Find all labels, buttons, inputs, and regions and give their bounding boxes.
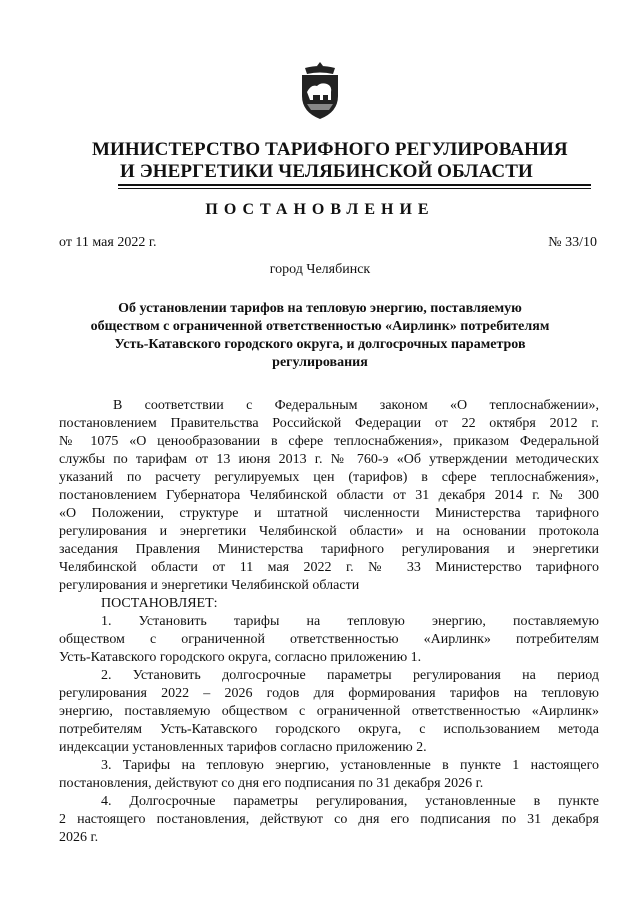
body-line: постановлением Правительства Российской Федерации от 22 октября 2012 г. — [59, 416, 599, 431]
body-line: указаний по расчету регулируемых цен (тарифов) в сфере теплоснабжения», — [59, 470, 599, 485]
body-line: постановлением Губернатора Челябинской области от 31 декабря 2014 г. № 300 — [59, 488, 599, 503]
body-line: № 1075 «О ценообразовании в сфере теплоснабжения», приказом Федеральной — [59, 434, 599, 449]
body-line: обществом с ограниченной ответственностью «Аирлинк» потребителям — [59, 632, 599, 647]
body-line: 2 настоящего постановления, действуют со дня его подписания по 31 декабря — [59, 812, 599, 827]
heading-line: Об установлении тарифов на тепловую энергию, поставляемую — [118, 301, 522, 316]
body-line: «О Положении, структуре и штатной численности Министерства тарифного — [59, 506, 599, 521]
clause-1: 1. Установить тарифы на тепловую энергию, поставляемую — [101, 614, 599, 629]
body-line: энергию, поставляемую обществом с ограниченной ответственностью «Аирлинк» — [59, 704, 599, 719]
body-line: 2026 г. — [59, 830, 99, 845]
header-rule — [118, 184, 591, 186]
body-line: В соответствии с Федеральным законом «О теплоснабжении», — [113, 398, 599, 413]
body-line: регулирования и энергетики Челябинской области — [59, 578, 360, 593]
clause-4: 4. Долгосрочные параметры регулирования, установленные в пункте — [101, 794, 599, 809]
body-line: Челябинской области от 11 мая 2022 г. № 33 Министерство тарифного — [59, 560, 599, 575]
body-line: регулирования 2022 – 2026 годов для формирования тарифов на тепловую — [59, 686, 599, 701]
ministry-name — [92, 139, 592, 183]
document-body — [59, 397, 599, 847]
document-type: ПОСТАНОВЛЕНИЕ — [205, 201, 435, 218]
document-number: № 33/10 — [548, 235, 597, 250]
heading-line: Усть-Катавского городского округа, и долгосрочных параметров — [114, 337, 526, 352]
clause-3: 3. Тарифы на тепловую энергию, установленные в пункте 1 настоящего — [101, 758, 599, 773]
body-line: потребителям Усть-Катавского городского округа, с использованием метода — [59, 722, 599, 737]
ministry-name-line2: И ЭНЕРГЕТИКИ ЧЕЛЯБИНСКОЙ ОБЛАСТИ — [120, 161, 533, 182]
body-line: постановления, действуют со дня его подписания по 31 декабря 2026 г. — [59, 776, 484, 791]
body-line: заседания Правления Министерства тарифного регулирования и энергетики — [59, 542, 599, 557]
coat-of-arms-icon — [299, 62, 341, 120]
document-heading — [70, 300, 570, 372]
heading-line: обществом с ограниченной ответственностью «Аирлинк» потребителям — [90, 319, 550, 334]
body-line: Усть-Катавского городского округа, согласно приложению 1. — [59, 650, 422, 665]
body-line: регулирования и энергетики Челябинской области» и на основании протокола — [59, 524, 599, 539]
resolves-line: ПОСТАНОВЛЯЕТ: — [101, 596, 218, 611]
clause-2: 2. Установить долгосрочные параметры регулирования на период — [101, 668, 599, 683]
header-rule-thin — [118, 188, 591, 189]
document-city: город Челябинск — [269, 262, 371, 277]
body-line: индексации установленных тарифов согласно приложению 2. — [59, 740, 427, 755]
heading-line: регулирования — [272, 355, 368, 370]
ministry-name-line1: МИНИСТЕРСТВО ТАРИФНОГО РЕГУЛИРОВАНИЯ — [92, 139, 568, 160]
document-date: от 11 мая 2022 г. — [59, 235, 157, 250]
body-line: службы по тарифам от 13 июня 2013 г. № 760-э «Об утверждении методических — [59, 452, 599, 467]
